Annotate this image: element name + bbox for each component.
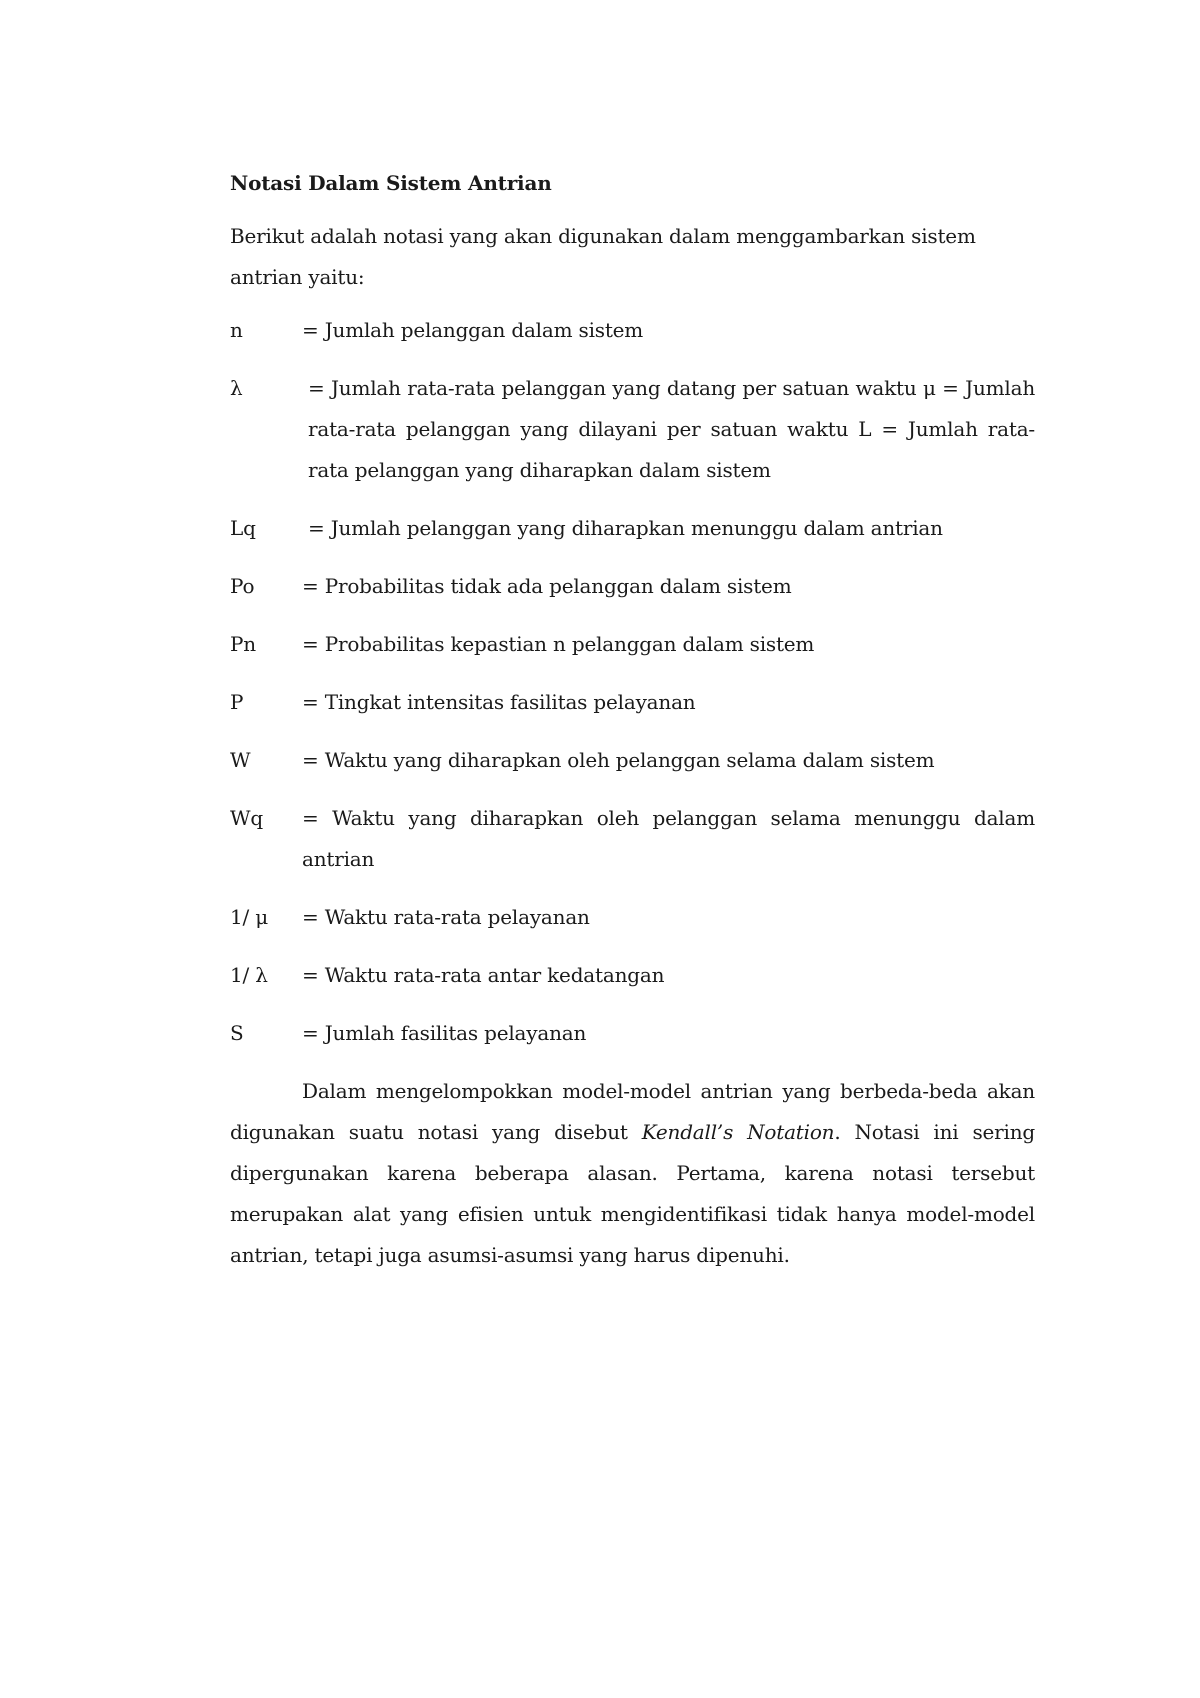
intro-paragraph: Berikut adalah notasi yang akan digunakan dalam menggambarkan sistem antrian yaitu: — [230, 224, 976, 289]
notation-description: = Tingkat intensitas fasilitas pelayanan — [302, 690, 696, 714]
notation-description: = Jumlah pelanggan dalam sistem — [302, 318, 644, 342]
notation-symbol: S — [230, 1021, 244, 1045]
notation-description: = Waktu rata-rata pelayanan — [302, 905, 590, 929]
notation-row — [230, 798, 1035, 880]
notation-row — [230, 508, 1035, 549]
closing-text-before: Dalam mengelompokkan model-model antrian yang berbeda-beda akan digunakan suatu notasi yang disebut — [230, 1079, 1035, 1144]
notation-symbol: 1/ μ — [230, 905, 269, 929]
notation-row — [230, 955, 1035, 996]
notation-row — [230, 310, 1035, 351]
notation-symbol: Wq — [230, 806, 263, 830]
notation-description: = Jumlah rata-rata pelanggan yang datang per satuan waktu μ = Jumlah rata-rata pelanggan yang dilayani per satuan waktu L = Jumlah rata-rata pelanggan yang diharapkan dalam sistem — [308, 376, 1035, 482]
notation-list — [230, 310, 1035, 1054]
closing-paragraph — [230, 1071, 1035, 1276]
notation-row — [230, 897, 1035, 938]
notation-symbol: 1/ λ — [230, 963, 268, 987]
document-page — [230, 168, 1035, 1276]
notation-row — [230, 1013, 1035, 1054]
notation-symbol: n — [230, 318, 243, 342]
notation-description: = Jumlah pelanggan yang diharapkan menunggu dalam antrian — [308, 516, 943, 540]
document-heading: Notasi Dalam Sistem Antrian — [230, 171, 552, 195]
notation-symbol: λ — [230, 376, 243, 400]
notation-symbol: W — [230, 748, 251, 772]
notation-symbol: Lq — [230, 516, 256, 540]
notation-symbol: P — [230, 690, 244, 714]
notation-row — [230, 624, 1035, 665]
notation-description: = Jumlah fasilitas pelayanan — [302, 1021, 587, 1045]
notation-description: = Waktu yang diharapkan oleh pelanggan selama menunggu dalam antrian — [302, 806, 1035, 871]
notation-row — [230, 368, 1035, 491]
closing-text-after: . Notasi ini sering dipergunakan karena beberapa alasan. Pertama, karena notasi tersebut merupakan alat yang efisien untuk mengidentifikasi tidak hanya model-model antrian, tetapi juga asumsi-asumsi yang harus dipenuhi. — [230, 1120, 1035, 1267]
notation-row — [230, 566, 1035, 607]
notation-symbol: Po — [230, 574, 255, 598]
kendall-notation-term: Kendall’s Notation — [641, 1120, 835, 1144]
notation-row — [230, 682, 1035, 723]
notation-row — [230, 740, 1035, 781]
notation-description: = Waktu yang diharapkan oleh pelanggan selama dalam sistem — [302, 748, 935, 772]
notation-description: = Waktu rata-rata antar kedatangan — [302, 963, 665, 987]
notation-description: = Probabilitas kepastian n pelanggan dalam sistem — [302, 632, 815, 656]
notation-symbol: Pn — [230, 632, 256, 656]
notation-description: = Probabilitas tidak ada pelanggan dalam sistem — [302, 574, 792, 598]
